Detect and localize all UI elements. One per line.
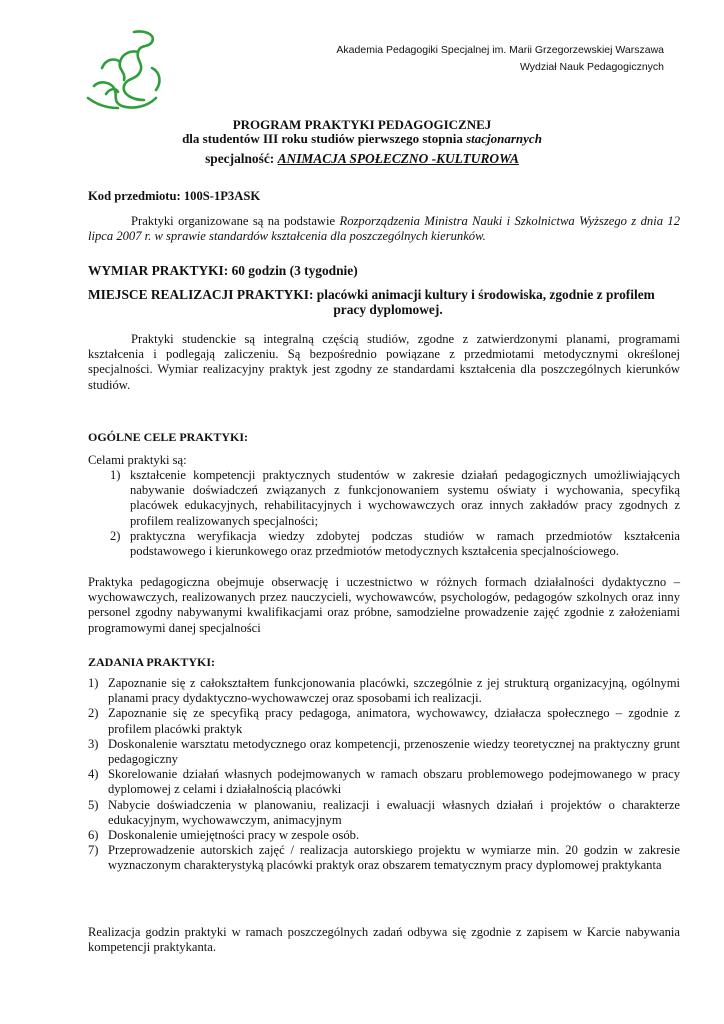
tasks-list: [88, 676, 680, 874]
practice-place: MIEJSCE REALIZACJI PRAKTYKI: placówki animacji kultury i środowiska, zgodnie z profilem pracy dyplomowej.: [88, 287, 655, 318]
closing-paragraph: Realizacja godzin praktyki w ramach poszczególnych zadań odbywa się zgodnie z zapisem w Karcie nabywania kompetencji praktykanta.: [88, 925, 680, 955]
paragraph-integral: Praktyki studenckie są integralną częścią studiów, zgodne z zatwierdzonymi planami, programami kształcenia i podlegają zaliczeniu. Są bezpośrednio powiązane z przedmiotami metodycznymi określonej specjalności. Wymiar realizacyjny praktyk jest zgodny ze standardami kształcenia dla poszczególnych kierunków studiów.: [88, 332, 680, 392]
specialization: specjalność: ANIMACJA SPOŁECZNO -KULTUROWA: [205, 151, 519, 166]
intro-paragraph: Praktyki organizowane są na podstawie Rozporządzenia Ministra Nauki i Szkolnictwa Wyższego z dnia 12 lipca 2007 r. w sprawie standardów kształcenia dla poszczególnych kierunków.: [88, 214, 680, 244]
university-logo: [82, 28, 174, 112]
goals-heading: OGÓLNE CELE PRAKTYKI:: [88, 430, 249, 444]
course-code: Kod przedmiotu: 100S-1P3ASK: [88, 189, 261, 203]
university-name: Akademia Pedagogiki Specjalnej im. Marii Grzegorzewskiej Warszawa: [336, 44, 664, 56]
practice-scope: WYMIAR PRAKTYKI: 60 godzin (3 tygodnie): [88, 263, 358, 278]
list-item: 4) Skorelowanie działań własnych podejmowanych w ramach obszaru problemowego podejmowanego w pracy dyplomowej z celami i działalnością placówki: [88, 767, 680, 797]
page-title: PROGRAM PRAKTYKI PEDAGOGICZNEJ: [232, 117, 492, 132]
paragraph-scope-of-practice: Praktyka pedagogiczna obejmuje obserwację i uczestnictwo w różnych formach działalności dydaktyczno – wychowawczych, realizowanych przez nauczycieli, wychowawców, psychologów, pedagogów szkolnych oraz inny personel zgodny nabywanymi kwalifikacjami oraz próbne, samodzielne prowadzenie zajęć zgodnie z założeniami programowymi danej specjalności: [88, 575, 680, 635]
list-item: 2) praktyczna weryfikacja wiedzy zdobytej podczas studiów w ramach przedmiotów kształcenia podstawowego i kierunkowego oraz przedmiotów metodycznych kształcenia specjalnościowego.: [110, 528, 680, 559]
goals-list: [110, 468, 680, 559]
tasks-heading: ZADANIA PRAKTYKI:: [88, 655, 216, 669]
faculty-name: Wydział Nauk Pedagogicznych: [519, 61, 664, 73]
list-item: 6) Doskonalenie umiejętności pracy w zespole osób.: [88, 828, 360, 843]
list-item: 7) Przeprowadzenie autorskich zajęć / realizacja autorskiego projektu w wymiarze min. 20 godzin w zakresie wyznaczonym charakterystyką placówki praktyk oraz obszarem tematycznym pracy dyplomowej praktykanta: [88, 843, 680, 873]
list-item: 3) Doskonalenie warsztatu metodycznego oraz kompetencji, przenoszenie wiedzy teoretycznej na praktyczny grunt pedagogiczny: [88, 736, 680, 767]
list-item: 1) kształcenie kompetencji praktycznych studentów w zakresie działań pedagogicznych umożliwiających nabywanie doświadczeń związanych z funkcjonowaniem systemu oświaty i wychowania, specyfiką placówek edukacyjnych, rehabilitacyjnych i wychowawczych oraz innych zakładów pracy zgodnych z profilem realizowanych specjalności;: [110, 468, 680, 528]
list-item: 1) Zapoznanie się z całokształtem funkcjonowania placówki, szczególnie z jej strukturą organizacyjną, ogólnymi planami pracy dydaktyczno-wychowawczej oraz sposobami ich realizacji.: [88, 676, 680, 706]
goals-lead: Celami praktyki są:: [88, 453, 187, 467]
list-item: 5) Nabycie doświadczenia w planowaniu, realizacji i ewaluacji własnych działań i projektów o charakterze edukacyjnym, wychowawczym, animacyjnym: [88, 797, 680, 827]
list-item: 2) Zapoznanie się ze specyfiką pracy pedagoga, animatora, wychowawcy, działacza społecznego – zgodnie z profilem placówki praktyk: [88, 706, 680, 736]
page-subtitle: dla studentów III roku studiów pierwszego stopnia stacjonarnych: [182, 131, 542, 146]
